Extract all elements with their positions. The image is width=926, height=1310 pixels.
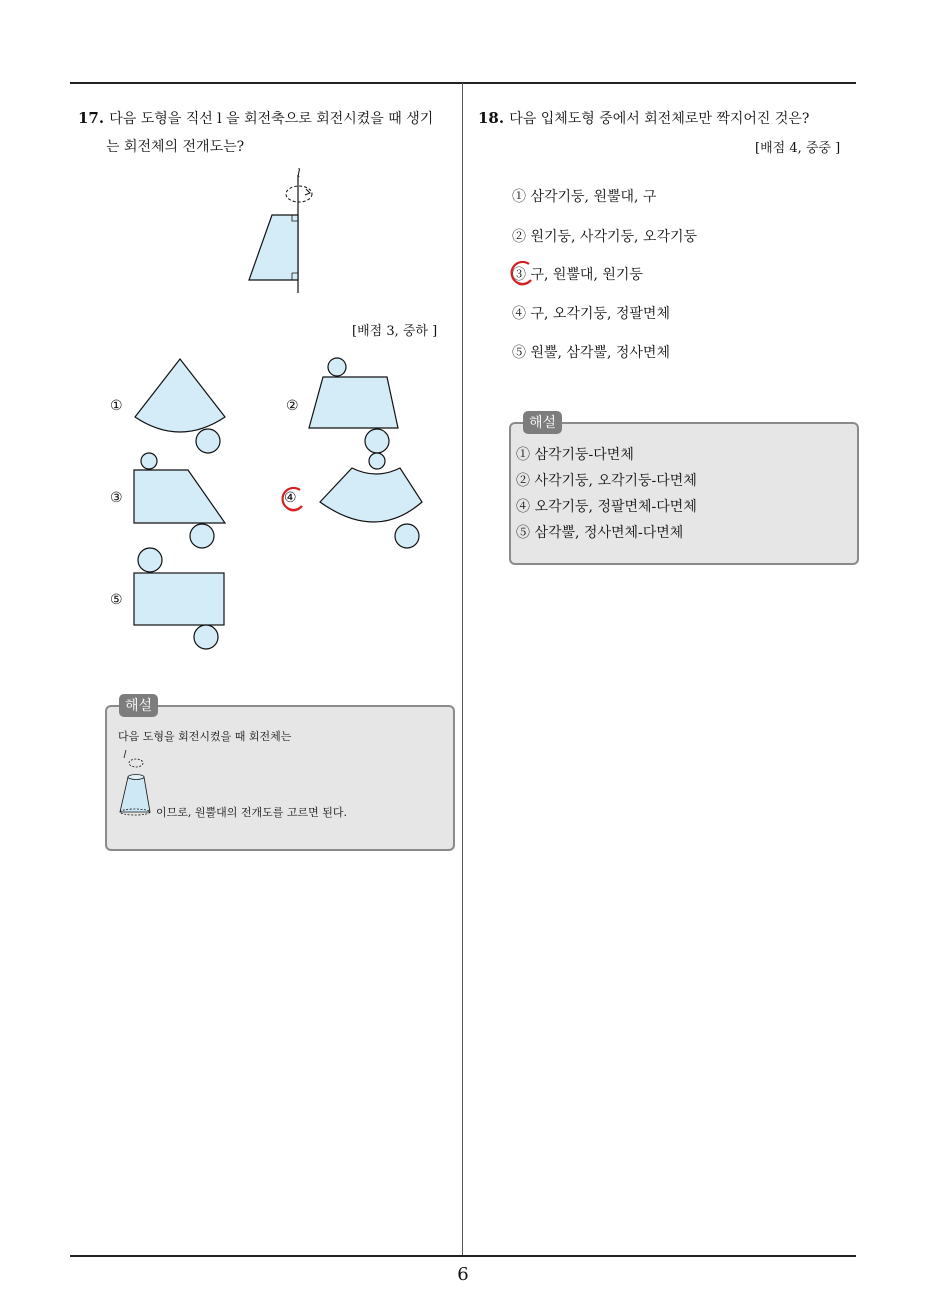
- bottom-rule: [70, 1255, 856, 1257]
- q18-option-3-mark: ③: [512, 267, 526, 283]
- q18-option-4[interactable]: [512, 303, 670, 323]
- q17-solution-tag: 해설: [119, 694, 158, 717]
- q17-choice-1-figure[interactable]: [128, 355, 238, 465]
- q18-option-3-text: 구, 원뿔대, 원기둥: [530, 267, 643, 283]
- q18-option-1[interactable]: [512, 186, 656, 206]
- q17-choice-3-label[interactable]: ③: [110, 490, 123, 506]
- q17-choice-2-figure[interactable]: [300, 355, 410, 465]
- q18-solution-line3: ④ 오각기둥, 정팔면체-다면체: [516, 499, 697, 515]
- page-number: 6: [457, 1264, 469, 1285]
- q18-option-2-mark: ②: [512, 229, 526, 245]
- q17-number: 17.: [78, 109, 105, 127]
- q17-choice-1-label[interactable]: ①: [110, 398, 123, 414]
- q17-choice-4-label[interactable]: ④: [284, 490, 297, 506]
- q18-option-5-mark: ⑤: [512, 345, 526, 361]
- q18-option-4-text: 구, 오각기둥, 정팔면체: [530, 306, 670, 322]
- q18-solution-line1: ① 삼각기둥-다면체: [516, 447, 634, 463]
- top-rule: [70, 82, 856, 84]
- column-divider: [462, 83, 463, 1255]
- q17-text-line2: 는 회전체의 전개도는?: [106, 139, 245, 155]
- q17-choice-4-mark: [278, 484, 308, 514]
- q17-choice-5-label[interactable]: ⑤: [110, 592, 123, 608]
- q17-meta: [배점 3, 중하 ]: [352, 324, 438, 339]
- q18-option-2-text: 원기둥, 사각기둥, 오각기둥: [530, 229, 698, 245]
- q18-option-5-text: 원뿔, 삼각뿔, 정사면체: [530, 345, 670, 361]
- q18-text: 다음 입체도형 중에서 회전체로만 짝지어진 것은?: [509, 111, 810, 127]
- q18-option-1-text: 삼각기둥, 원뿔대, 구: [530, 189, 657, 205]
- q17-given-figure: [240, 165, 360, 295]
- q17-solution-line1: 다음 도형을 회전시켰을 때 회전체는: [118, 730, 292, 743]
- q18-solution-tag: 해설: [523, 411, 562, 434]
- q18-solution-line4: ⑤ 삼각뿔, 정사면체-다면체: [516, 525, 684, 541]
- q17-choice-2-label[interactable]: ②: [286, 398, 299, 414]
- q18-option-1-mark: ①: [512, 189, 526, 205]
- q18-option-4-mark: ④: [512, 306, 526, 322]
- q18-meta: [배점 4, 중중 ]: [755, 141, 841, 156]
- q17-solution-line2: 이므로, 원뿔대의 전개도를 고르면 된다.: [156, 806, 347, 819]
- q17-text-line1: 다음 도형을 직선 l 을 회전축으로 회전시켰을 때 생기: [109, 111, 434, 127]
- axis-label: l: [297, 167, 301, 180]
- q18-option-3-answer-mark: [507, 258, 537, 288]
- q18-solution-line2: ② 사각기둥, 오각기둥-다면체: [516, 473, 697, 489]
- q17-choice-4-figure[interactable]: [316, 450, 426, 550]
- q18-option-5[interactable]: [512, 342, 670, 362]
- q18-header: [478, 108, 809, 128]
- q17-choice-5-figure[interactable]: [128, 545, 238, 655]
- q18-option-2[interactable]: [512, 226, 697, 246]
- q18-number: 18.: [478, 109, 505, 127]
- q17-header: [78, 108, 433, 128]
- q17-choice-3-figure[interactable]: [128, 450, 238, 550]
